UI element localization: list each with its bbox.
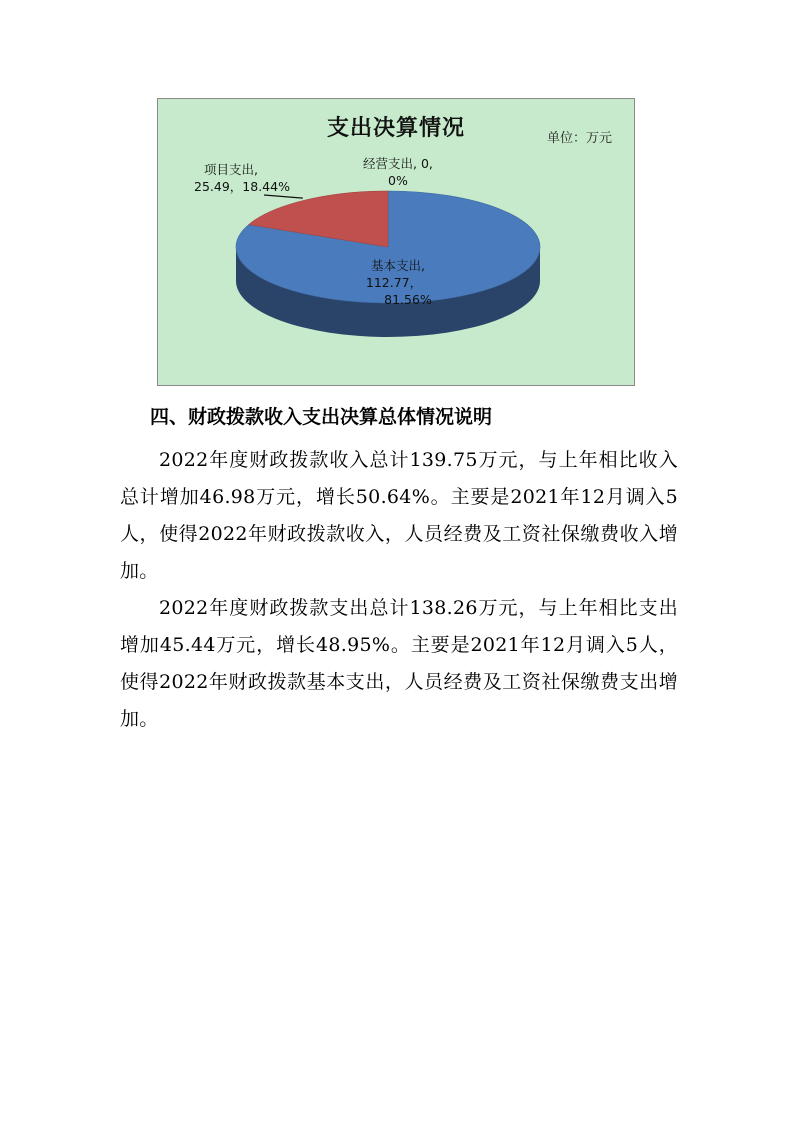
basic-label-percent: 81.56% xyxy=(384,292,432,307)
operating-label-value: 0% xyxy=(388,173,408,188)
chart-title: 支出决算情况 xyxy=(326,116,465,141)
project-label-name: 项目支出, xyxy=(204,162,258,177)
project-label xyxy=(194,161,290,195)
project-leader-line xyxy=(264,195,303,198)
income-paragraph: 2022年度财政拨款收入总计139.75万元，与上年相比收入总计增加46.98万元，增长50.64%。主要是2021年12月调入5人，使得2022年财政拨款收入，人员经费及工资社保缴费收入增加。 xyxy=(120,449,678,582)
project-label-value: 25.49，18.44% xyxy=(194,179,290,194)
operating-label-name: 经营支出, 0, xyxy=(363,156,433,171)
chart-unit-label: 单位：万元 xyxy=(546,131,612,146)
expenditure-paragraph: 2022年度财政拨款支出总计138.26万元，与上年相比支出增加45.44万元，增长48.95%。主要是2021年12月调入5人，使得2022年财政拨款基本支出，人员经费及工资社保缴费支出增加。 xyxy=(120,597,678,730)
basic-label-name: 基本支出, xyxy=(371,258,425,273)
operating-label xyxy=(363,155,433,189)
basic-label xyxy=(358,257,438,308)
expenditure-pie-chart xyxy=(157,98,635,386)
basic-label-amount: 112.77， xyxy=(365,275,423,290)
section-heading: 四、财政拨款收入支出决算总体情况说明 xyxy=(150,406,493,428)
